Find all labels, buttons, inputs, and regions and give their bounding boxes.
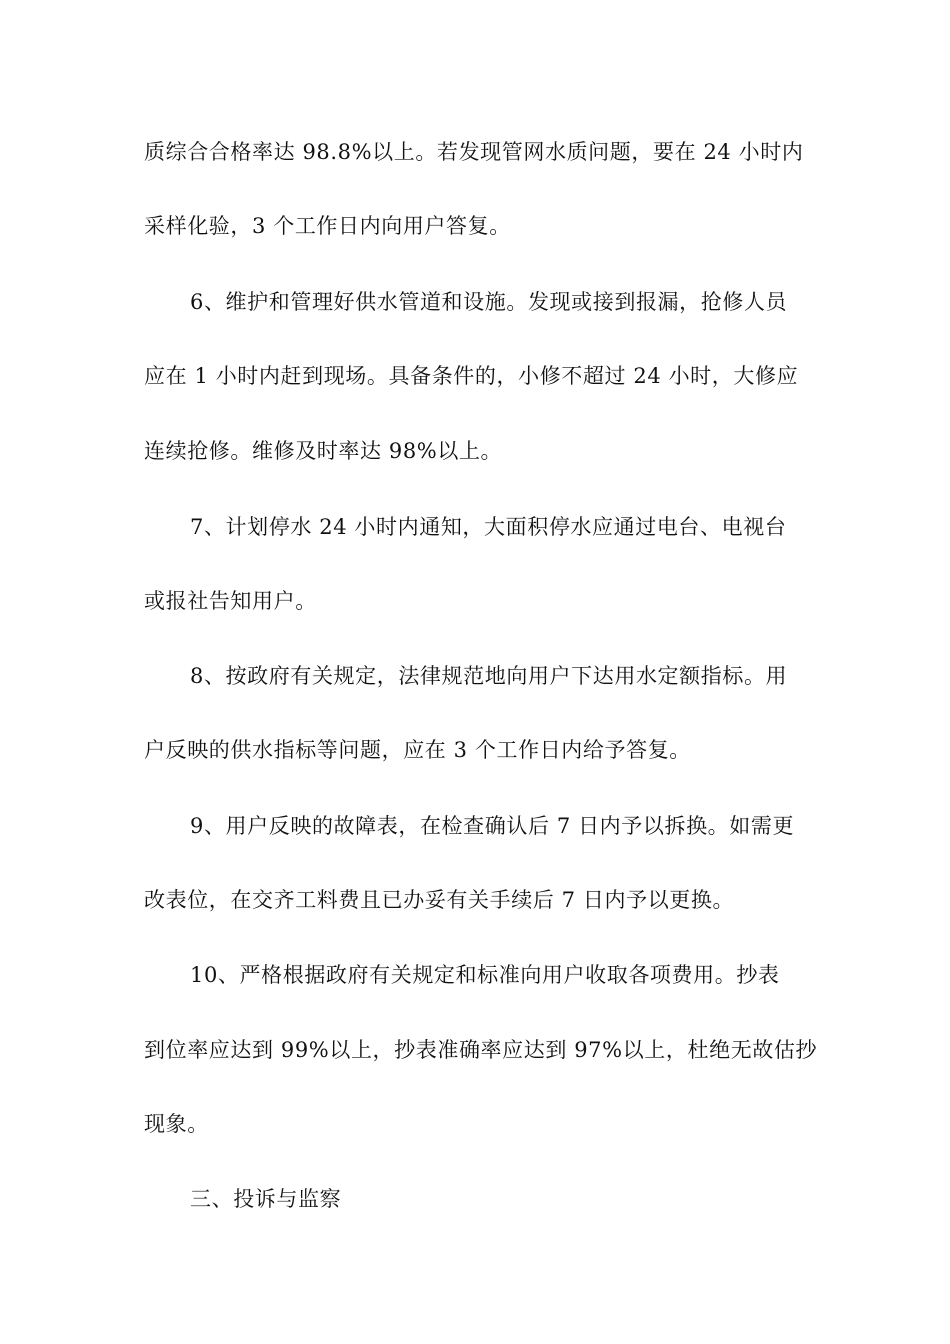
text-line: 质综合合格率达 98.8%以上。若发现管网水质问题，要在 24 小时内 xyxy=(144,140,804,164)
paragraph-item-10: 10、严格根据政府有关规定和标准向用户收取各项费用。抄表 xyxy=(190,963,780,987)
text-line: 户反映的供水指标等问题，应在 3 个工作日内给予答复。 xyxy=(144,738,691,762)
paragraph-item-8: 8、按政府有关规定，法律规范地向用户下达用水定额指标。用 xyxy=(190,664,788,688)
text-line: 采样化验，3 个工作日内向用户答复。 xyxy=(144,214,511,238)
section-heading: 三、投诉与监察 xyxy=(190,1187,342,1211)
text-line: 连续抢修。维修及时率达 98%以上。 xyxy=(144,439,503,463)
paragraph-item-6: 6、维护和管理好供水管道和设施。发现或接到报漏，抢修人员 xyxy=(190,290,788,314)
text-line: 改表位，在交齐工料费且已办妥有关手续后 7 日内予以更换。 xyxy=(144,888,735,912)
text-line: 应在 1 小时内赶到现场。具备条件的，小修不超过 24 小时，大修应 xyxy=(144,364,799,388)
text-line: 现象。 xyxy=(144,1112,209,1136)
paragraph-item-7: 7、计划停水 24 小时内通知，大面积停水应通过电台、电视台 xyxy=(190,515,787,539)
text-line: 到位率应达到 99%以上，抄表准确率应达到 97%以上，杜绝无故估抄 xyxy=(144,1038,818,1062)
text-line: 或报社告知用户。 xyxy=(144,589,317,613)
paragraph-item-9: 9、用户反映的故障表，在检查确认后 7 日内予以拆换。如需更 xyxy=(190,814,795,838)
